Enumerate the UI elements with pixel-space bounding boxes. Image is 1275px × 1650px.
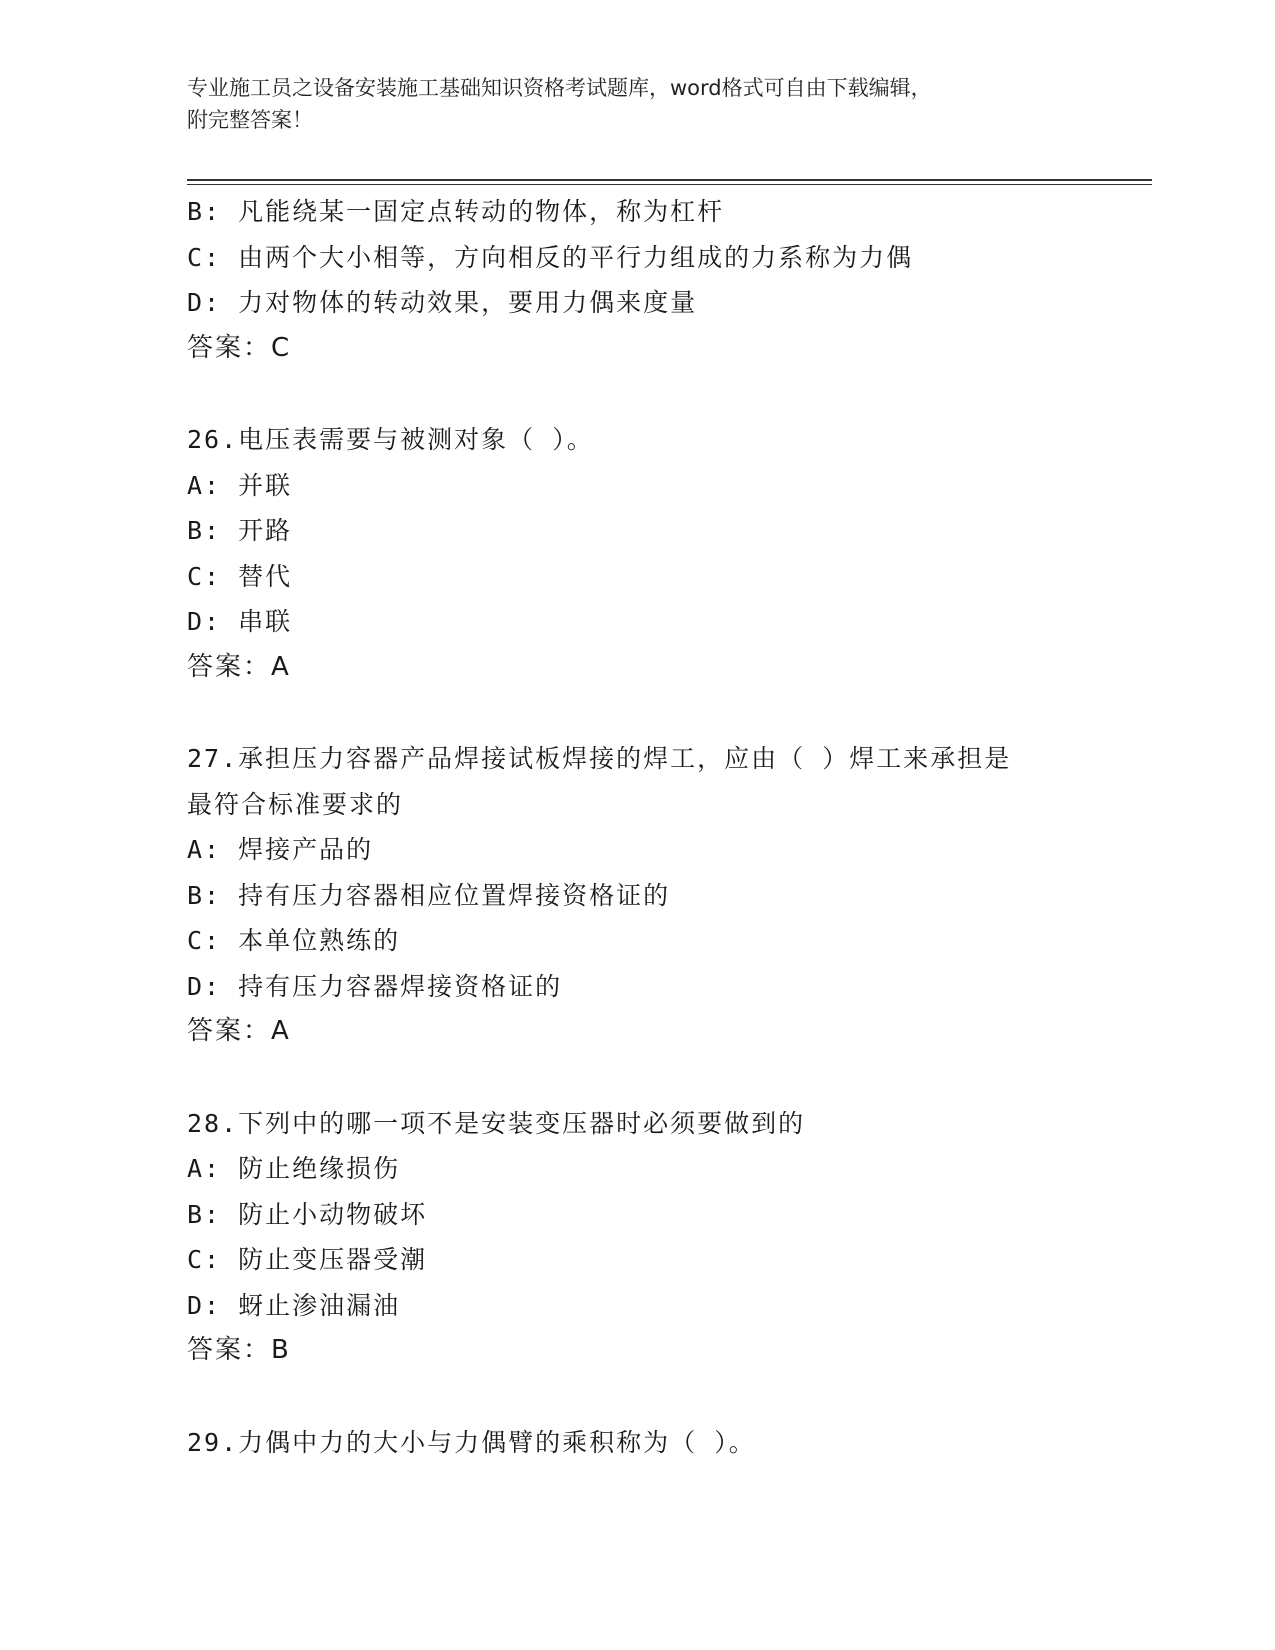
header-line-1: 专业施工员之设备安装施工基础知识资格考试题库，word格式可自由下载编辑， [187,76,932,100]
question-stem: 26.电压表需要与被测对象（ ）。 [187,425,594,454]
document-header [187,72,1147,136]
answer-label: 答案：C [187,332,292,363]
header-divider-thick [187,179,1152,181]
question-25 [187,189,1147,371]
question-27 [187,736,1147,1055]
option-d: D: 串联 [187,607,293,636]
question-list [187,189,1147,1465]
option-b: B: 防止小动物破坏 [187,1199,428,1229]
option-c: C: 由两个大小相等，方向相反的平行力组成的力系称为力偶 [187,242,914,272]
answer-label: 答案：A [187,651,291,682]
option-d: D: 持有压力容器焊接资格证的 [187,971,563,1001]
option-d: D: 力对物体的转动效果，要用力偶来度量 [187,288,698,317]
question-28 [187,1101,1147,1374]
question-29 [187,1420,1147,1466]
option-b: B: 持有压力容器相应位置焊接资格证的 [187,880,671,910]
question-stem: 27.承担压力容器产品焊接试板焊接的焊工，应由（ ）焊工来承担是 [187,744,1012,773]
question-stem: 29.力偶中力的大小与力偶臂的乘积称为（ ）。 [187,1427,756,1457]
option-b: B: 凡能绕某一固定点转动的物体，称为杠杆 [187,197,725,226]
option-a: A: 防止绝缘损伤 [187,1154,401,1183]
question-stem: 28.下列中的哪一项不是安装变压器时必须要做到的 [187,1108,806,1138]
option-c: C: 替代 [187,561,293,591]
header-divider-thin [187,184,1152,185]
option-c: C: 防止变压器受潮 [187,1245,428,1274]
option-a: A: 并联 [187,470,293,500]
question-26 [187,417,1147,690]
option-b: B: 开路 [187,516,293,545]
answer-label: 答案：A [187,1016,291,1046]
option-c: C: 本单位熟练的 [187,926,401,955]
header-line-2: 附完整答案！ [187,108,313,132]
option-a: A: 焊接产品的 [187,835,374,864]
answer-label: 答案：B [187,1335,291,1365]
question-stem-continued: 最符合标准要求的 [187,789,404,819]
option-d: D: 蚜止渗油漏油 [187,1290,401,1320]
